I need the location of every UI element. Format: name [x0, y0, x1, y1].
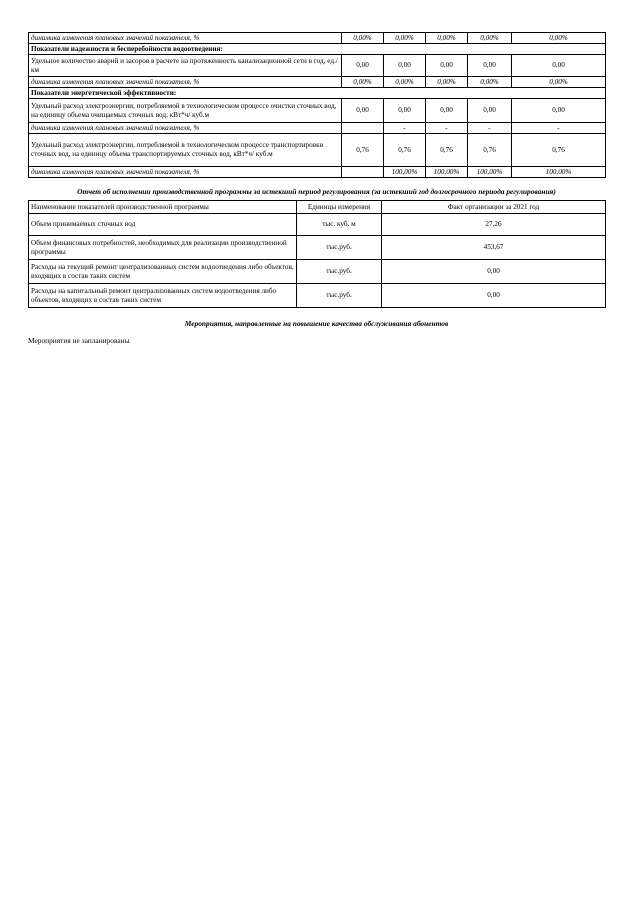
- indicator-label: динамика изменения плановых значений показателя, %: [29, 77, 342, 88]
- value-cell: -: [426, 123, 468, 134]
- header-fact: Факт организации за 2021 год: [382, 201, 606, 214]
- value-cell: 100,00%: [426, 167, 468, 178]
- section-title: Показатели надежности и бесперебойности водоотведения:: [29, 44, 606, 55]
- value-cell: 0,00: [342, 99, 384, 123]
- row-unit: тыс.руб.: [297, 236, 382, 260]
- row-fact: 0,00: [382, 284, 606, 308]
- row-unit: тыс. куб. м: [297, 214, 382, 236]
- value-cell: 0,00: [384, 55, 426, 77]
- value-cell: 0,00: [512, 99, 606, 123]
- indicator-row: [29, 99, 606, 123]
- indicator-label: Удельный расход электроэнергии, потребляемой в технологическом процессе транспортировки сточных вод, на единицу объема транспортируемых сточных вод, кВт*ч/ куб.м: [29, 134, 342, 167]
- value-cell: 0,00%: [342, 77, 384, 88]
- indicator-label: динамика изменения плановых значений показателя, %: [29, 33, 342, 44]
- row-name: Расходы на капитальный ремонт централизованных систем водоотведения либо объектов, входящих в состав таких систем: [29, 284, 297, 308]
- row-fact: 0,00: [382, 260, 606, 284]
- section-row: [29, 88, 606, 99]
- indicator-label: динамика изменения плановых значений показателя, %: [29, 123, 342, 134]
- indicator-row: [29, 55, 606, 77]
- dynamics-row: [29, 123, 606, 134]
- table-row: [29, 236, 606, 260]
- section-row: [29, 44, 606, 55]
- indicator-row: [29, 134, 606, 167]
- value-cell: [342, 167, 384, 178]
- table-row: [29, 260, 606, 284]
- value-cell: 100,00%: [512, 167, 606, 178]
- value-cell: 0,76: [512, 134, 606, 167]
- production-program-table: [28, 200, 606, 308]
- indicators-table: [28, 32, 606, 178]
- value-cell: 0,76: [342, 134, 384, 167]
- value-cell: 0,00: [468, 55, 512, 77]
- value-cell: 0,00: [426, 99, 468, 123]
- indicator-label: Удельное количество аварий и засоров в расчете на протяженность канализационной сети в год, ед./км: [29, 55, 342, 77]
- value-cell: -: [384, 123, 426, 134]
- value-cell: 0,00: [426, 55, 468, 77]
- value-cell: 0,00%: [384, 33, 426, 44]
- dynamics-row: [29, 33, 606, 44]
- section-title: Показатели энергетической эффективности:: [29, 88, 606, 99]
- value-cell: 0,00: [512, 55, 606, 77]
- measures-text: Мероприятия не запланированы: [28, 336, 130, 345]
- row-name: Объем финансовых потребностей, необходимых для реализации производственной программы: [29, 236, 297, 260]
- row-name: Расходы на текущий ремонт централизованных систем водоотведения либо объектов, входящих в состав таких систем: [29, 260, 297, 284]
- table-row: [29, 284, 606, 308]
- document-page: [28, 32, 605, 345]
- value-cell: 0,00: [384, 99, 426, 123]
- row-unit: тыс.руб.: [297, 260, 382, 284]
- header-name: Наименование показателей производственной программы: [29, 201, 297, 214]
- row-unit: тыс.руб.: [297, 284, 382, 308]
- value-cell: 0,00%: [426, 33, 468, 44]
- value-cell: [342, 123, 384, 134]
- report-caption: Отчет об исполнении производственной программы за истекший период регулирования (за истекший год долгосрочного периода регулирования): [77, 187, 556, 196]
- table-row: [29, 214, 606, 236]
- header-unit: Единицы измерения: [297, 201, 382, 214]
- value-cell: 0,00%: [342, 33, 384, 44]
- dynamics-row: [29, 167, 606, 178]
- value-cell: 0,76: [468, 134, 512, 167]
- row-fact: 27,26: [382, 214, 606, 236]
- value-cell: 0,00%: [384, 77, 426, 88]
- measures-caption: Мероприятия, направленные на повышение качества обслуживания абонентов: [184, 319, 449, 328]
- table-header-row: [29, 201, 606, 214]
- value-cell: 0,76: [426, 134, 468, 167]
- row-name: Объем принимаемых сточных вод: [29, 214, 297, 236]
- value-cell: 0,00%: [512, 77, 606, 88]
- value-cell: 0,00%: [426, 77, 468, 88]
- value-cell: 0,00%: [468, 77, 512, 88]
- indicator-label: Удельный расход электроэнергии, потребляемой в технологическом процессе очистки сточных вод, на единицу объема очищаемых сточных вод, кВт*ч/ куб.м: [29, 99, 342, 123]
- value-cell: 0,00%: [512, 33, 606, 44]
- value-cell: 100,00%: [384, 167, 426, 178]
- indicator-label: динамика изменения плановых значений показателя, %: [29, 167, 342, 178]
- value-cell: 0,00%: [468, 33, 512, 44]
- value-cell: 100,00%: [468, 167, 512, 178]
- value-cell: 0,00: [342, 55, 384, 77]
- value-cell: -: [468, 123, 512, 134]
- value-cell: 0,76: [384, 134, 426, 167]
- value-cell: -: [512, 123, 606, 134]
- row-fact: 453,67: [382, 236, 606, 260]
- dynamics-row: [29, 77, 606, 88]
- value-cell: 0,00: [468, 99, 512, 123]
